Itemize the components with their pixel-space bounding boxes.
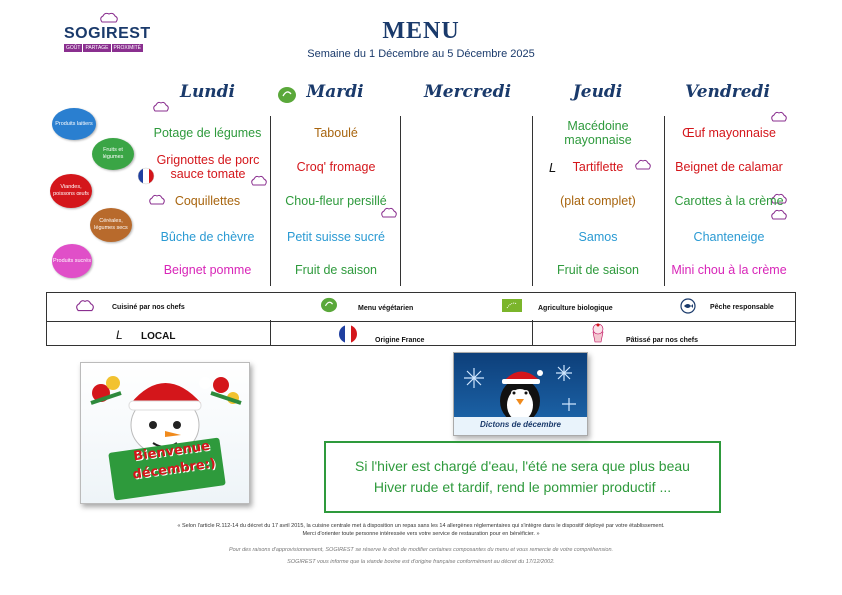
menu-jeudi-entree: Macédoine mayonnaise bbox=[564, 119, 632, 147]
legend-chef-hat-icon bbox=[74, 298, 96, 314]
category-bubble-cereals: Céréales, légumes secs bbox=[90, 208, 132, 242]
menu-vendredi-plat: Beignet de calamar bbox=[675, 160, 783, 174]
logo-tag-proximite: PROXIMITÉ bbox=[113, 45, 142, 51]
menu-jeudi-plat: Tartiflette bbox=[572, 160, 624, 174]
snowman-greeting-text: Bienvenue décembre:) bbox=[131, 438, 217, 483]
penguin-caption-text: Dictons de décembre bbox=[480, 420, 561, 429]
legend-fish-icon bbox=[680, 298, 696, 314]
page-subtitle: Semaine du 1 Décembre au 5 Décembre 2025 bbox=[307, 48, 535, 60]
menu-mardi-laitage: Petit suisse sucré bbox=[287, 230, 385, 244]
menu-vendredi-entree: Œuf mayonnaise bbox=[682, 126, 776, 140]
menu-mardi-dessert: Fruit de saison bbox=[295, 263, 377, 277]
legend-france-flag-icon bbox=[338, 324, 358, 344]
menu-mardi-entree: Taboulé bbox=[314, 126, 358, 140]
snowman-christmas-image bbox=[80, 362, 250, 504]
snowman-icon bbox=[81, 363, 249, 503]
menu-mardi-plat: Croq' fromage bbox=[296, 160, 376, 174]
category-bubble-dairy: Produits laitiers bbox=[52, 108, 96, 140]
footer-supply-notice: Pour des raisons d'approvisionnement, SOGIREST se réserve le droit de modifier certaines composantes du menu et vous remercie de votre compréhension. bbox=[228, 547, 614, 553]
dictons-quote-box bbox=[324, 441, 721, 513]
day-header-mardi: Mardi bbox=[306, 82, 364, 102]
legend-france-label: Origine France bbox=[375, 337, 425, 344]
dicton-line-2: Hiver rude et tardif, rend le pommier productif ... bbox=[373, 479, 672, 495]
menu-lundi-entree: Potage de légumes bbox=[153, 126, 262, 140]
legend-patisse-label: Pâtissé par nos chefs bbox=[626, 337, 698, 344]
menu-jeudi-laitage: Samos bbox=[578, 230, 618, 244]
menu-lundi-plat: Grignottes de porc sauce tomate bbox=[156, 153, 260, 181]
day-header-jeudi: Jeudi bbox=[572, 82, 623, 102]
menu-jeudi-accompagnement: (plat complet) bbox=[560, 194, 636, 208]
legend-bio-label: Agriculture biologique bbox=[538, 305, 613, 312]
legend-veg-label: Menu végétarien bbox=[358, 305, 414, 312]
menu-mardi-accompagnement: Chou-fleur persillé bbox=[285, 194, 387, 208]
menu-vendredi-dessert: Mini chou à la crème bbox=[671, 263, 787, 277]
legend-organic-icon bbox=[502, 299, 522, 312]
legend-divider bbox=[270, 320, 271, 345]
day-header-lundi: Lundi bbox=[179, 82, 236, 102]
menu-lundi-accompagnement: Coquillettes bbox=[174, 194, 241, 208]
legend-divider bbox=[532, 320, 533, 345]
logo-tag-partage: PARTAGE bbox=[85, 45, 109, 51]
footer-allergen-notice-2: Merci d'orienter toute personne intéressée vers votre service de restauration pour en bénéficier. » bbox=[302, 531, 540, 537]
menu-lundi-laitage: Bûche de chèvre bbox=[160, 230, 255, 244]
footer-allergen-notice: « Selon l'article R.112-14 du décret du 17 avril 2015, la cuisine centrale met à disposition un repas sans les 14 allergènes réglementaires qui s'intègre dans le dispositif déployé par votre établissement. bbox=[177, 523, 665, 529]
penguin-dictons-image bbox=[453, 352, 588, 436]
legend-peche-label: Pêche responsable bbox=[710, 304, 774, 311]
chef-hat-icon bbox=[380, 206, 398, 220]
menu-vendredi-laitage: Chanteneige bbox=[693, 230, 765, 244]
menu-jeudi-dessert: Fruit de saison bbox=[557, 263, 639, 277]
logo-text: SOGIREST bbox=[64, 25, 151, 42]
legend-vegetarian-icon bbox=[320, 297, 338, 313]
legend-pastry-icon bbox=[590, 322, 606, 344]
logo-tag-gout: GOÛT bbox=[66, 45, 81, 51]
category-bubble-meat-fish-eggs: Viandes, poissons œufs bbox=[50, 174, 92, 208]
chef-hat-icon bbox=[770, 208, 788, 222]
chef-hat-icon bbox=[770, 110, 788, 124]
legend-chef-label: Cuisiné par nos chefs bbox=[112, 304, 185, 311]
legend-local-mark: L bbox=[116, 328, 123, 342]
category-bubble-sweets: Produits sucrés bbox=[52, 244, 92, 278]
menu-lundi-dessert: Beignet pomme bbox=[163, 263, 252, 277]
legend-local-label: LOCAL bbox=[141, 331, 176, 342]
page-title: MENU bbox=[382, 18, 460, 44]
menu-vendredi-accompagnement: Carottes à la crème bbox=[674, 194, 784, 208]
chef-hat-icon bbox=[152, 100, 170, 114]
dicton-line-1: Si l'hiver est chargé d'eau, l'été ne sera que plus beau bbox=[355, 458, 690, 474]
day-header-vendredi: Vendredi bbox=[685, 82, 770, 102]
day-header-mercredi: Mercredi bbox=[423, 82, 512, 102]
local-mark-icon: L bbox=[549, 160, 557, 175]
category-bubble-fruits-vegetables: Fruits et légumes bbox=[92, 138, 134, 170]
footer-beef-notice: SOGIREST vous informe que la viande bovine est d'origine française conformément au décret du 17/12/2002. bbox=[287, 559, 555, 565]
